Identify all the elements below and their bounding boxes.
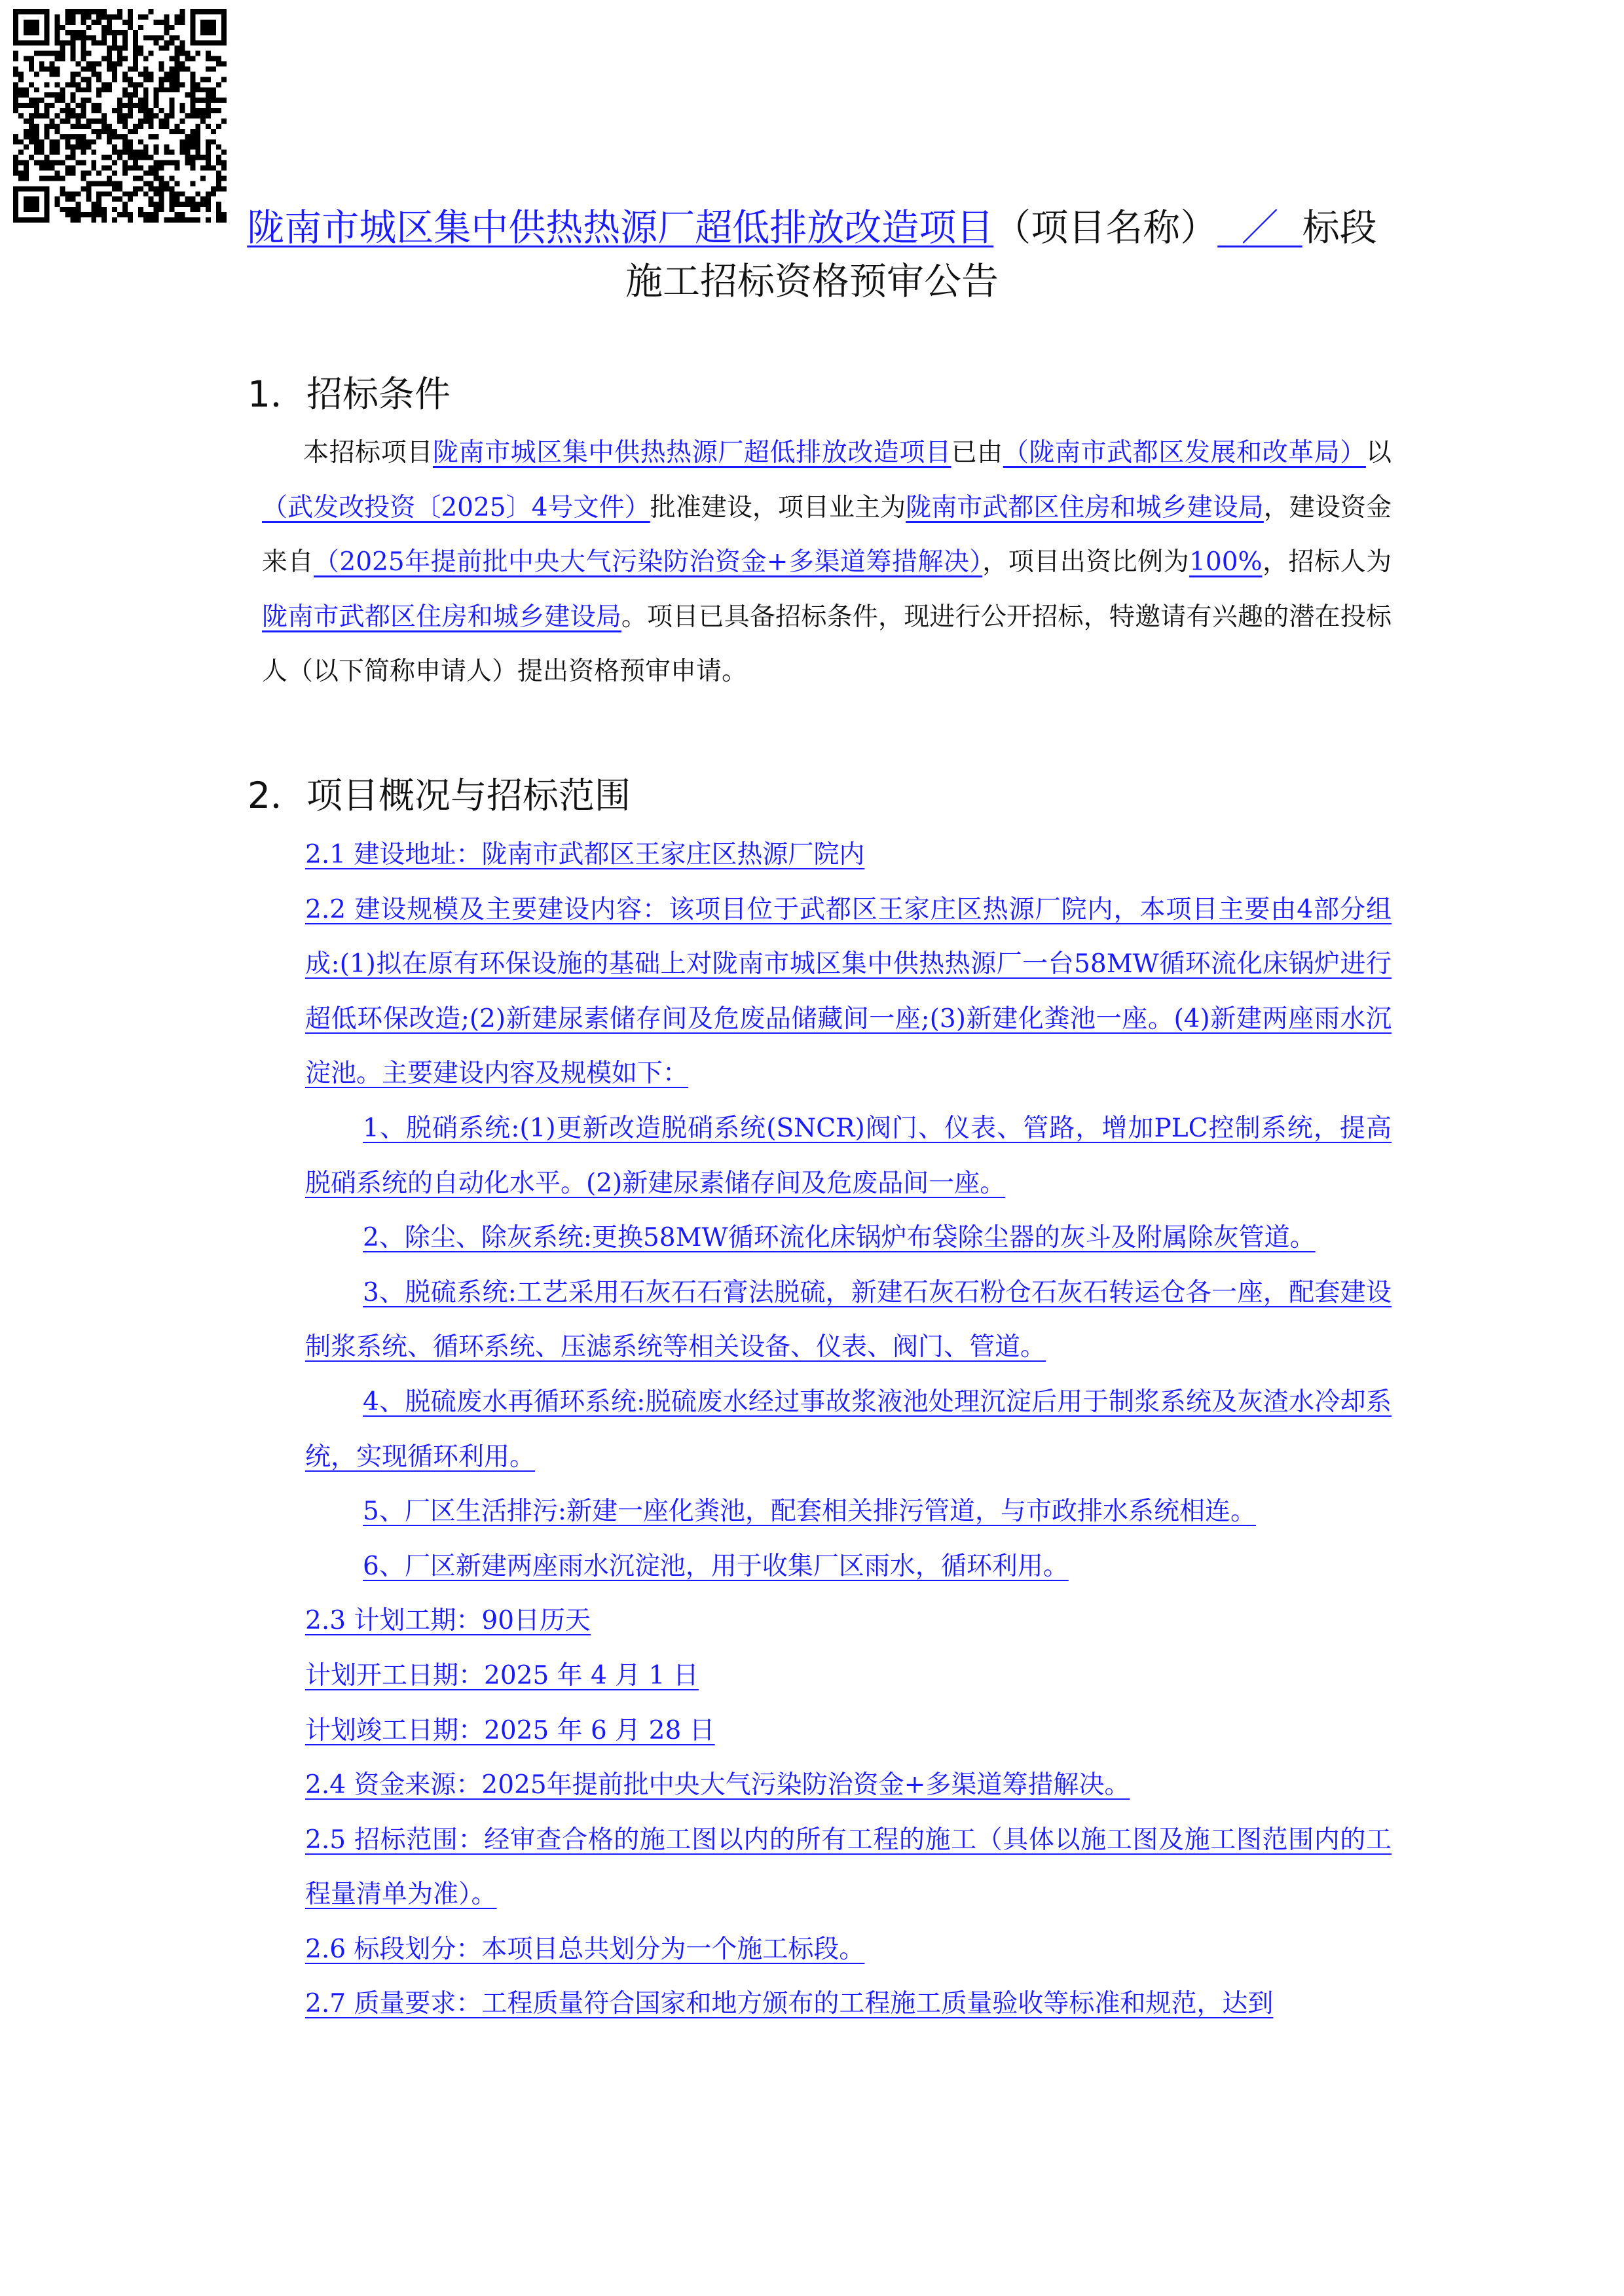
section-suffix: 标段 — [1302, 206, 1377, 249]
qr-code — [13, 9, 227, 223]
section-number-link[interactable]: ／ — [1241, 206, 1279, 249]
document-title — [0, 202, 1624, 254]
tender-condition-text: 批准建设，项目业主为 — [650, 492, 906, 522]
overview-item[interactable]: 4、脱硫废水再循环系统:脱硫废水经过事故浆液池处理沉淀后用于制浆系统及灰渣水冷却系统，实现循环利用。 — [305, 1387, 1392, 1472]
tender-condition-text: ，建设资金来自 — [262, 492, 1392, 577]
overview-item[interactable]: 2.2 建设规模及主要建设内容：该项目位于武都区王家庄区热源厂院内，本项目主要由4部分组成:(1)拟在原有环保设施的基础上对陇南市城区集中供热热源厂一台58MW循环流化床锅炉进行超低环保改造;(2)新建尿素储存间及危废品储藏间一座;(3)新建化粪池一座。(4)新建两座雨水沉淀池。主要建设内容及规模如下： — [305, 894, 1392, 1089]
tender-condition-link[interactable]: （武发改投资〔2025〕4号文件） — [262, 492, 650, 522]
section-heading-project-overview: 2．项目概况与招标范围 — [248, 774, 631, 816]
tender-condition-text: ，招标人为 — [1262, 547, 1392, 577]
tender-condition-link[interactable]: 陇南市武都区住房和城乡建设局 — [262, 602, 621, 632]
overview-item[interactable]: 计划竣工日期：2025 年 6 月 28 日 — [305, 1715, 715, 1745]
overview-item[interactable]: 2.3 计划工期：90日历天 — [305, 1606, 591, 1636]
tender-condition-text: ，项目出资比例为 — [982, 547, 1190, 577]
overview-item[interactable]: 3、脱硫系统:工艺采用石灰石石膏法脱硫，新建石灰石粉仓石灰石转运仓各一座，配套建设制浆系统、循环系统、压滤系统等相关设备、仪表、阀门、管道。 — [305, 1277, 1392, 1362]
overview-item[interactable]: 2.6 标段划分：本项目总共划分为一个施工标段。 — [305, 1934, 865, 1964]
tender-conditions-paragraph — [262, 426, 1392, 699]
overview-item[interactable]: 6、厂区新建两座雨水沉淀池，用于收集厂区雨水，循环利用。 — [363, 1551, 1069, 1581]
overview-item[interactable]: 2.1 建设地址：陇南市武都区王家庄区热源厂院内 — [305, 840, 865, 869]
tender-condition-text: 以 — [1365, 438, 1392, 467]
tender-condition-text: 本招标项目 — [303, 438, 433, 467]
tender-condition-link[interactable]: （2025年提前批中央大气污染防治资金+多渠道筹措解决） — [313, 547, 983, 577]
overview-item[interactable]: 2.4 资金来源：2025年提前批中央大气污染防治资金+多渠道筹措解决。 — [305, 1770, 1130, 1800]
tender-condition-link[interactable]: 陇南市城区集中供热热源厂超低排放改造项目 — [432, 438, 951, 467]
overview-item[interactable]: 2、除尘、除灰系统:更换58MW循环流化床锅炉布袋除尘器的灰斗及附属除灰管道。 — [363, 1223, 1316, 1253]
project-name-link[interactable]: 陇南市城区集中供热热源厂超低排放改造项目 — [247, 206, 994, 249]
tender-condition-text: 已由 — [951, 438, 1003, 467]
project-name-suffix: （项目名称） — [993, 206, 1218, 249]
tender-condition-link[interactable]: （陇南市武都区发展和改革局） — [1003, 438, 1366, 467]
project-overview-list — [305, 828, 1392, 2032]
overview-item[interactable]: 计划开工日期：2025 年 4 月 1 日 — [305, 1660, 699, 1690]
overview-item[interactable]: 1、脱硝系统:(1)更新改造脱硝系统(SNCR)阀门、仪表、管路，增加PLC控制系统，提高脱硝系统的自动化水平。(2)新建尿素储存间及危废品间一座。 — [305, 1113, 1392, 1198]
document-subtitle: 施工招标资格预审公告 — [625, 260, 999, 303]
tender-condition-text: 。项目已具备招标条件，现进行公开招标，特邀请有兴趣的潜在投标人（以下简称申请人）提出资格预审申请。 — [262, 602, 1392, 686]
section-heading-tender-conditions: 1．招标条件 — [248, 373, 451, 415]
overview-item[interactable]: 5、厂区生活排污:新建一座化粪池，配套相关排污管道，与市政排水系统相连。 — [363, 1497, 1256, 1527]
tender-condition-link[interactable]: 100% — [1189, 547, 1263, 577]
overview-item[interactable]: 2.7 质量要求：工程质量符合国家和地方颁布的工程施工质量验收等标准和规范，达到 — [305, 1989, 1274, 2019]
tender-condition-link[interactable]: 陇南市武都区住房和城乡建设局 — [906, 492, 1264, 522]
overview-item[interactable]: 2.5 招标范围：经审查合格的施工图以内的所有工程的施工（具体以施工图及施工图范围内的工程量清单为准）。 — [305, 1825, 1392, 1910]
